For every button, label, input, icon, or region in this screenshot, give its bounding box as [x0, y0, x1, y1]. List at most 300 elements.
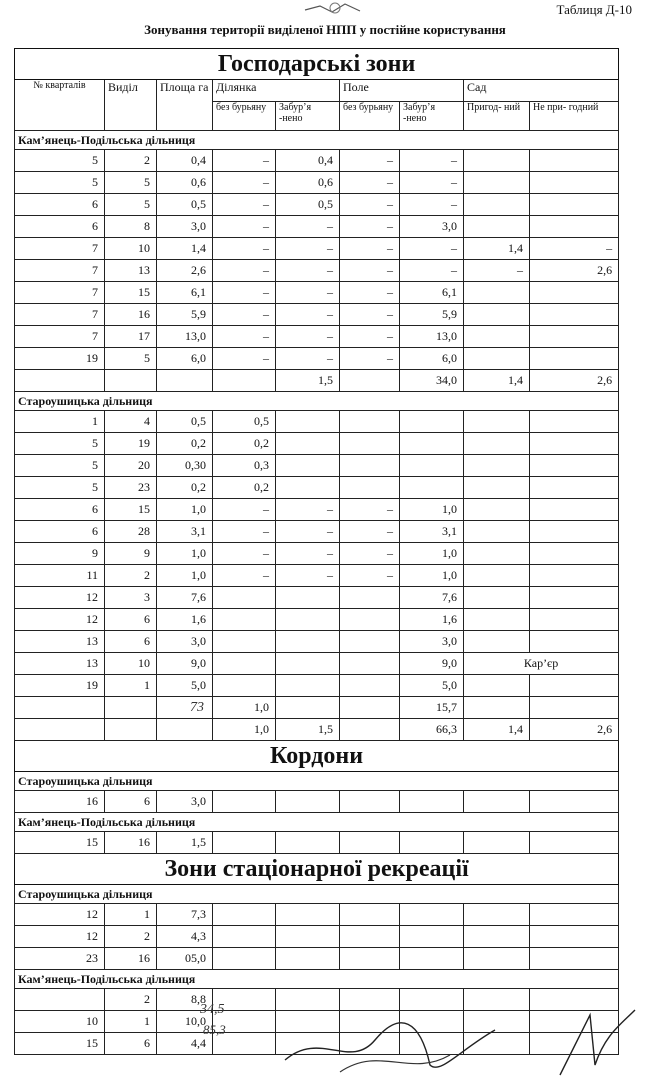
- value-cell: [530, 609, 619, 631]
- page-title: Зонування території виділеної НПП у постійне користування: [144, 22, 506, 37]
- table-row: [15, 609, 619, 631]
- section-row: [15, 772, 619, 791]
- quarter-cell: 13: [15, 631, 105, 653]
- quarter-cell: 7: [15, 282, 105, 304]
- table-row: [15, 565, 619, 587]
- vydil-cell: 5: [105, 348, 157, 370]
- value-cell: [530, 433, 619, 455]
- economic-zones-title: Господарські зони: [15, 49, 619, 80]
- value-cell: [340, 455, 400, 477]
- empty-cell: [464, 832, 530, 854]
- table-row: [15, 282, 619, 304]
- value-cell: –: [276, 499, 340, 521]
- empty-cell: [213, 926, 276, 948]
- zone-title-row: [15, 49, 619, 80]
- value-cell: –: [400, 238, 464, 260]
- area-cell: 4,3: [157, 926, 213, 948]
- area-header: Площа га: [157, 80, 213, 131]
- total-cell: [105, 719, 157, 741]
- value-cell: –: [213, 499, 276, 521]
- value-cell: [530, 455, 619, 477]
- empty-cell: [213, 904, 276, 926]
- table-row: [15, 587, 619, 609]
- area-cell: 4,4: [157, 1033, 213, 1055]
- value-cell: –: [464, 260, 530, 282]
- value-cell: –: [213, 172, 276, 194]
- vydil-cell: 6: [105, 1033, 157, 1055]
- value-cell: –: [213, 348, 276, 370]
- area-cell: 3,0: [157, 631, 213, 653]
- value-cell: 6,0: [400, 348, 464, 370]
- value-cell: [464, 565, 530, 587]
- value-cell: 2,6: [530, 260, 619, 282]
- total-cell: 1,4: [464, 719, 530, 741]
- vydil-cell: 1: [105, 1011, 157, 1033]
- area-cell: 6,0: [157, 348, 213, 370]
- value-cell: –: [213, 260, 276, 282]
- section-row: [15, 885, 619, 904]
- empty-cell: [213, 948, 276, 970]
- total-cell: [105, 370, 157, 392]
- area-cell: 5,0: [157, 675, 213, 697]
- page-mark: 73: [190, 700, 204, 715]
- total-cell: [464, 697, 530, 719]
- value-cell: –: [276, 260, 340, 282]
- value-cell: [464, 326, 530, 348]
- vydil-cell: 16: [105, 832, 157, 854]
- value-cell: [464, 631, 530, 653]
- value-cell: [464, 433, 530, 455]
- area-cell: 1,0: [157, 543, 213, 565]
- empty-cell: [464, 989, 530, 1011]
- value-cell: –: [276, 216, 340, 238]
- value-cell: 0,3: [213, 455, 276, 477]
- quarter-cell: 5: [15, 150, 105, 172]
- value-cell: –: [340, 172, 400, 194]
- total-cell: [276, 697, 340, 719]
- vydil-cell: 8: [105, 216, 157, 238]
- value-cell: 1,0: [400, 565, 464, 587]
- stamp-mark: [300, 0, 370, 16]
- quarter-cell: 6: [15, 194, 105, 216]
- value-cell: –: [276, 326, 340, 348]
- value-cell: [464, 675, 530, 697]
- quarter-cell: 5: [15, 172, 105, 194]
- bottom-sum-b: 85,3: [203, 1022, 226, 1037]
- area-cell: 05,0: [157, 948, 213, 970]
- value-cell: [213, 609, 276, 631]
- quarter-header: № кварталів: [15, 80, 105, 131]
- quarter-cell: 19: [15, 348, 105, 370]
- value-cell: 0,2: [213, 477, 276, 499]
- value-cell: [400, 433, 464, 455]
- value-cell: –: [340, 543, 400, 565]
- empty-cell: [276, 832, 340, 854]
- total-cell: [15, 697, 105, 719]
- value-cell: –: [276, 282, 340, 304]
- value-cell: [530, 631, 619, 653]
- empty-cell: [340, 989, 400, 1011]
- value-cell: [276, 477, 340, 499]
- value-cell: [276, 609, 340, 631]
- subheader-cell: Пригод- ний: [464, 102, 530, 131]
- recreation-title: Зони стаціонарної рекреації: [15, 854, 619, 885]
- area-cell: 3,1: [157, 521, 213, 543]
- empty-cell: [276, 948, 340, 970]
- area-cell: 5,9: [157, 304, 213, 326]
- sad-header: Сад: [464, 80, 619, 102]
- vydil-cell: 6: [105, 631, 157, 653]
- empty-cell: [530, 926, 619, 948]
- quarter-cell: 7: [15, 304, 105, 326]
- table-row: [15, 411, 619, 433]
- vydil-cell: 5: [105, 172, 157, 194]
- total-cell: [340, 719, 400, 741]
- value-cell: [340, 631, 400, 653]
- vydil-cell: 4: [105, 411, 157, 433]
- value-cell: –: [340, 348, 400, 370]
- area-cell: 7,3: [157, 904, 213, 926]
- area-cell: 6,1: [157, 282, 213, 304]
- signature-2: [540, 1005, 640, 1085]
- value-cell: [340, 433, 400, 455]
- value-cell: [340, 675, 400, 697]
- area-cell: 10,0: [157, 1011, 213, 1033]
- subheader-cell: Забур’я -нено: [276, 102, 340, 131]
- table-row: [15, 948, 619, 970]
- value-cell: [530, 150, 619, 172]
- value-cell: –: [213, 326, 276, 348]
- vydil-cell: 10: [105, 653, 157, 675]
- quarter-cell: 19: [15, 675, 105, 697]
- empty-cell: [276, 989, 340, 1011]
- value-cell: 0,5: [276, 194, 340, 216]
- quarter-cell: 1: [15, 411, 105, 433]
- table-row: [15, 326, 619, 348]
- table-row: [15, 904, 619, 926]
- empty-cell: [400, 791, 464, 813]
- value-cell: [530, 216, 619, 238]
- quarter-cell: 6: [15, 216, 105, 238]
- area-cell: 0,6: [157, 172, 213, 194]
- empty-cell: [340, 948, 400, 970]
- value-cell: 9,0: [400, 653, 464, 675]
- area-cell: 9,0: [157, 653, 213, 675]
- value-cell: [464, 477, 530, 499]
- area-cell: 0,5: [157, 411, 213, 433]
- value-cell: 1,0: [400, 499, 464, 521]
- value-cell: [464, 304, 530, 326]
- value-cell: –: [213, 282, 276, 304]
- table-row: [15, 926, 619, 948]
- vydil-cell: 17: [105, 326, 157, 348]
- empty-cell: [276, 926, 340, 948]
- empty-cell: [276, 791, 340, 813]
- empty-cell: [400, 832, 464, 854]
- value-cell: [213, 653, 276, 675]
- empty-cell: [530, 948, 619, 970]
- area-cell: 1,5: [157, 832, 213, 854]
- area-cell: 7,6: [157, 587, 213, 609]
- value-cell: –: [213, 543, 276, 565]
- vydil-cell: 19: [105, 433, 157, 455]
- table-row: [15, 989, 619, 1011]
- value-cell: [530, 282, 619, 304]
- value-cell: –: [276, 304, 340, 326]
- subheader-cell: Не при- годний: [530, 102, 619, 131]
- vydil-cell: 16: [105, 304, 157, 326]
- value-cell: [530, 348, 619, 370]
- quarter-cell: 6: [15, 499, 105, 521]
- total-cell: 2,6: [530, 370, 619, 392]
- value-cell: [530, 326, 619, 348]
- value-cell: 5,0: [400, 675, 464, 697]
- value-cell: [464, 609, 530, 631]
- table-row: [15, 172, 619, 194]
- quarter-cell: 7: [15, 326, 105, 348]
- value-cell: [464, 411, 530, 433]
- value-cell: –: [340, 194, 400, 216]
- empty-cell: [340, 926, 400, 948]
- signature-1: [280, 1010, 500, 1080]
- vydil-cell: 2: [105, 565, 157, 587]
- total-cell: 1,0: [213, 719, 276, 741]
- value-cell: [340, 587, 400, 609]
- value-cell: –: [213, 238, 276, 260]
- value-cell: –: [276, 565, 340, 587]
- area-cell: 1,0: [157, 565, 213, 587]
- quarter-cell: [15, 989, 105, 1011]
- value-cell: [464, 521, 530, 543]
- quarter-cell: 11: [15, 565, 105, 587]
- value-cell: [340, 411, 400, 433]
- value-cell: [464, 282, 530, 304]
- vydil-cell: 1: [105, 675, 157, 697]
- value-cell: [213, 675, 276, 697]
- table-row: [15, 675, 619, 697]
- value-cell: [400, 455, 464, 477]
- subheader-cell: без бурьяну: [340, 102, 400, 131]
- empty-cell: [464, 904, 530, 926]
- value-cell: 0,4: [276, 150, 340, 172]
- vydil-cell: 2: [105, 150, 157, 172]
- quarter-cell: 10: [15, 1011, 105, 1033]
- vydil-cell: 23: [105, 477, 157, 499]
- value-cell: [530, 499, 619, 521]
- area-cell: 0,4: [157, 150, 213, 172]
- empty-cell: [213, 791, 276, 813]
- quarter-cell: 9: [15, 543, 105, 565]
- value-cell: [530, 521, 619, 543]
- table-row: [15, 631, 619, 653]
- table-row: [15, 216, 619, 238]
- value-cell: –: [213, 521, 276, 543]
- total-cell: [15, 719, 105, 741]
- value-cell: 3,1: [400, 521, 464, 543]
- value-cell: [464, 216, 530, 238]
- table-row: [15, 791, 619, 813]
- borders-star-section: Староушицька дільниця: [15, 772, 619, 791]
- value-cell: [464, 455, 530, 477]
- value-cell: 6,1: [400, 282, 464, 304]
- value-cell: [276, 675, 340, 697]
- value-cell: 3,0: [400, 216, 464, 238]
- star-total-row: [15, 697, 619, 719]
- value-cell: –: [340, 216, 400, 238]
- zone-title-row: [15, 741, 619, 772]
- table-row: [15, 499, 619, 521]
- value-cell: –: [213, 194, 276, 216]
- total-cell: 2,6: [530, 719, 619, 741]
- empty-cell: [400, 989, 464, 1011]
- table-row: [15, 194, 619, 216]
- value-cell: 1,0: [400, 543, 464, 565]
- quarter-cell: 12: [15, 926, 105, 948]
- area-cell: 0,5: [157, 194, 213, 216]
- quarter-cell: 16: [15, 791, 105, 813]
- value-cell: 0,5: [213, 411, 276, 433]
- vydil-cell: 2: [105, 989, 157, 1011]
- value-cell: [213, 631, 276, 653]
- value-cell: [464, 348, 530, 370]
- empty-cell: [400, 926, 464, 948]
- area-cell: 3,0: [157, 216, 213, 238]
- value-cell: [530, 675, 619, 697]
- value-cell: –: [340, 521, 400, 543]
- empty-cell: [340, 791, 400, 813]
- borders-title: Кордони: [15, 741, 619, 772]
- vydil-cell: 28: [105, 521, 157, 543]
- table-row: [15, 150, 619, 172]
- empty-cell: [464, 948, 530, 970]
- area-cell: 2,6: [157, 260, 213, 282]
- recreation-kam-section: Кам’янець-Подільська дільниця: [15, 970, 619, 989]
- vydil-cell: 16: [105, 948, 157, 970]
- value-cell: [464, 194, 530, 216]
- value-cell: 7,6: [400, 587, 464, 609]
- value-cell: –: [213, 216, 276, 238]
- quarter-cell: 6: [15, 521, 105, 543]
- value-cell: [464, 172, 530, 194]
- table-row: [15, 477, 619, 499]
- recreation-star-section: Староушицька дільниця: [15, 885, 619, 904]
- total-cell: 1,4: [464, 370, 530, 392]
- total-cell: 1,5: [276, 719, 340, 741]
- area-cell: 13,0: [157, 326, 213, 348]
- total-cell: [15, 370, 105, 392]
- table-row: [15, 543, 619, 565]
- value-cell: [464, 587, 530, 609]
- table-row: [15, 238, 619, 260]
- value-cell: [530, 194, 619, 216]
- value-cell: [340, 653, 400, 675]
- zoning-table: [14, 48, 619, 1055]
- quarter-cell: 23: [15, 948, 105, 970]
- subheader-cell: Забур’я -нено: [400, 102, 464, 131]
- header-row: [15, 80, 619, 102]
- quarter-cell: 5: [15, 455, 105, 477]
- vydil-cell: 2: [105, 926, 157, 948]
- quarter-cell: 7: [15, 260, 105, 282]
- value-cell: [340, 609, 400, 631]
- table-row: [15, 433, 619, 455]
- value-cell: –: [340, 260, 400, 282]
- empty-cell: [400, 948, 464, 970]
- table-number: Таблиця Д-10: [556, 2, 632, 17]
- empty-cell: [530, 904, 619, 926]
- value-cell: [530, 587, 619, 609]
- value-cell: [340, 477, 400, 499]
- value-cell: 1,4: [464, 238, 530, 260]
- area-cell: 1,0: [157, 499, 213, 521]
- empty-cell: [464, 926, 530, 948]
- kam-total-row: [15, 370, 619, 392]
- quarter-cell: 12: [15, 904, 105, 926]
- vydil-cell: 15: [105, 499, 157, 521]
- vydil-cell: 5: [105, 194, 157, 216]
- value-cell: –: [340, 282, 400, 304]
- area-cell: 3,0: [157, 791, 213, 813]
- empty-cell: [213, 832, 276, 854]
- total-cell: [340, 370, 400, 392]
- total-cell: 15,7: [400, 697, 464, 719]
- value-cell: –: [276, 348, 340, 370]
- total-cell: [157, 370, 213, 392]
- total-cell: [157, 719, 213, 741]
- value-cell: –: [340, 304, 400, 326]
- value-cell: [464, 499, 530, 521]
- pole-header: Поле: [340, 80, 464, 102]
- vydil-cell: 6: [105, 609, 157, 631]
- quarter-cell: 15: [15, 1033, 105, 1055]
- bottom-sum-a: 34,5: [200, 1002, 225, 1017]
- empty-cell: [340, 832, 400, 854]
- table-row: [15, 455, 619, 477]
- quarter-cell: 7: [15, 238, 105, 260]
- value-cell: Кар’єр: [464, 653, 619, 675]
- vydil-cell: 10: [105, 238, 157, 260]
- quarter-cell: 12: [15, 587, 105, 609]
- total-cell: [105, 697, 157, 719]
- value-cell: [464, 150, 530, 172]
- vydil-cell: 13: [105, 260, 157, 282]
- value-cell: [530, 304, 619, 326]
- area-cell: 8,8: [157, 989, 213, 1011]
- quarter-cell: 5: [15, 433, 105, 455]
- quarter-cell: 5: [15, 477, 105, 499]
- vydil-cell: 1: [105, 904, 157, 926]
- table-row: [15, 260, 619, 282]
- quarter-cell: 15: [15, 832, 105, 854]
- vydil-cell: 20: [105, 455, 157, 477]
- total-cell: 34,0: [400, 370, 464, 392]
- value-cell: [400, 411, 464, 433]
- area-cell: 0,2: [157, 477, 213, 499]
- empty-cell: [464, 791, 530, 813]
- total-cell: [213, 370, 276, 392]
- value-cell: [276, 653, 340, 675]
- table-row: [15, 348, 619, 370]
- vydil-header: Виділ: [105, 80, 157, 131]
- value-cell: 13,0: [400, 326, 464, 348]
- value-cell: [530, 477, 619, 499]
- empty-cell: [530, 832, 619, 854]
- empty-cell: [530, 791, 619, 813]
- value-cell: –: [340, 150, 400, 172]
- area-cell: 0,30: [157, 455, 213, 477]
- value-cell: [530, 172, 619, 194]
- borders-kam-section: Кам’янець-Подільська дільниця: [15, 813, 619, 832]
